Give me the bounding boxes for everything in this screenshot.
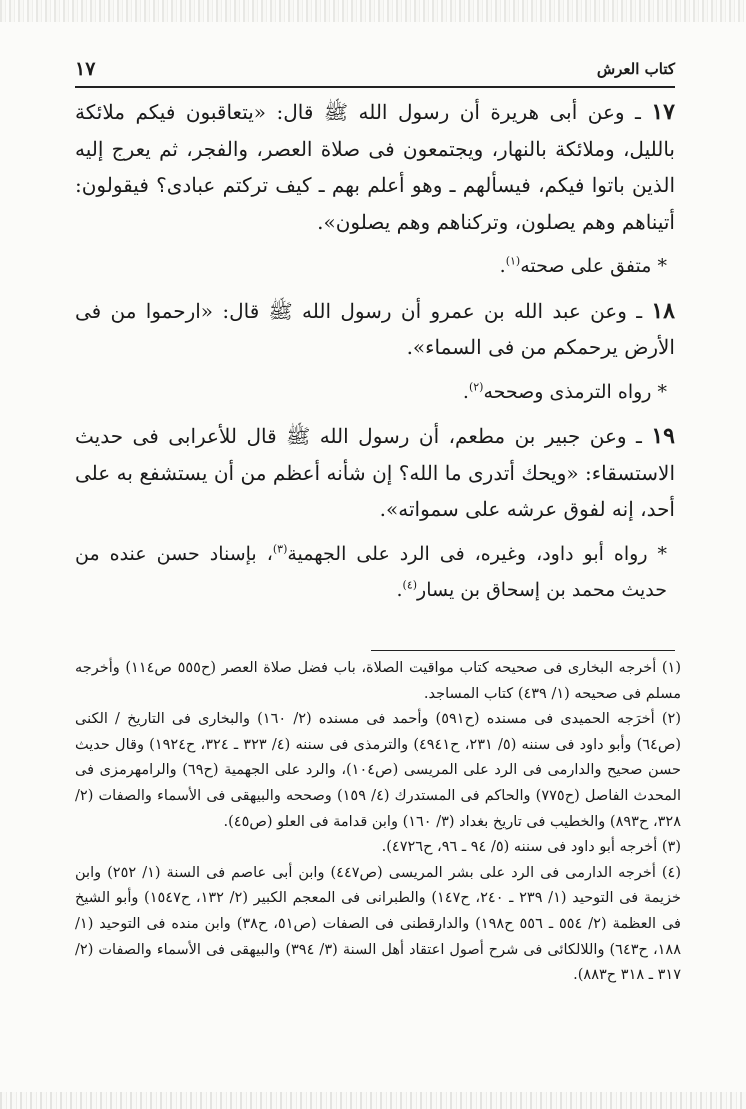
footnote-2: (٢) أخرَجه الحميدى فى مسنده (ح٥٩١) وأحمد فى مسنده (٢/ ١٦٠) والبخارى فى التاريخ / الكنى (ص٦٤) وأبو داود فى سننه (٥/ ٢٣١، ح٤٩٤١) والترمذى فى سننه (٤/ ٣٢٣ ـ ٣٢٤، ح١٩٢٤) وقال حديث حسن صحيح والدارمى فى الرد على المريسى (ص١٠٤)، والرد على الجهمية (ح٦٩) والرامهرمزى فى المحدث الفاصل (ح٧٧٥) والحاكم فى المستدرك (٤/ ١٥٩) وصححه والبيهقى فى الأسماء والصفات (٢/ ٣٢٨، ح٨٩٣) والخطيب فى تاريخ بغداد (٣/ ١٦٠) وابن قدامة فى العلو (ص٤٥). — [75, 711, 682, 830]
hadith-number: ١٨ — [651, 297, 675, 324]
hadith-18 — [75, 293, 675, 366]
page-number: ١٧ — [75, 58, 96, 80]
hadith-text: ـ وعن جبير بن مطعم، أن رسول الله ﷺ قال للأعرابى فى حديث الاستسقاء: «ويحك أتدرى ما الله؟ إن شأنه أعظم من أن يستشفع به على أحد، إنه لفوق عرشه على سمواته». — [75, 424, 675, 521]
book-title: كتاب العرش — [596, 60, 675, 78]
note-text: * رواه الترمذى وصححه — [483, 380, 667, 403]
footnote-ref[interactable]: (١) — [505, 254, 521, 268]
footnote-ref[interactable]: (٢) — [468, 380, 484, 394]
note-end: . — [396, 579, 403, 601]
takhrij-note-18 — [75, 374, 675, 411]
footnote-ref[interactable]: (٣) — [272, 542, 288, 556]
scan-noise-top — [0, 0, 746, 22]
hadith-text: ـ وعن عبد الله بن عمرو أن رسول الله ﷺ قال: «ارحموا من فى الأرض يرحمكم من فى السماء». — [75, 298, 675, 359]
note-end: . — [499, 255, 506, 277]
note-text: ، بإسناد حسن عنده من حديث محمد بن إسحاق بن يسار — [75, 542, 667, 601]
takhrij-note-19 — [75, 536, 675, 609]
footnotes — [75, 656, 681, 989]
footnote-1: (١) أخرجه البخارى فى صحيحه كتاب مواقيت الصلاة، باب فضل صلاة العصر (ح٥٥٥ ص١١٤) وأخرجه مسلم فى صحيحه (١/ ٤٣٩) كتاب المساجد. — [75, 660, 682, 702]
takhrij-note-17 — [75, 248, 675, 285]
hadith-17 — [75, 94, 675, 240]
note-text: * متفق على صحته — [520, 255, 667, 277]
hadith-number: ١٩ — [651, 423, 675, 449]
hadith-text: ـ وعن أبى هريرة أن رسول الله ﷺ قال: «يتعاقبون فيكم ملائكة بالليل، وملائكة بالنهار، ويجتمعون فى صلاة العصر، والفجر، ثم يعرج إليه الذين باتوا فيكم، فيسألهم ـ وهو أعلم بهم ـ كيف تركتم عبادى؟ فيقولون: أتيناهم وهم يصلون، وتركناهم وهم يصلون». — [75, 100, 675, 234]
footnote-3: (٣) أخرجه أبو داود فى سننه (٥/ ٩٤ ـ ٩٦، ح٤٧٢٦). — [381, 839, 681, 856]
footnote-separator — [371, 650, 675, 651]
note-end: . — [462, 380, 469, 403]
main-text — [75, 94, 675, 617]
hadith-number: ١٧ — [651, 99, 675, 125]
footnote-ref[interactable]: (٤) — [402, 578, 418, 592]
scan-noise-bottom — [0, 1092, 746, 1109]
page-header — [75, 58, 675, 86]
footnote-4: (٤) أخرجه الدارمى فى الرد على بشر المريسى (ص٤٤٧) وابن أبى عاصم فى السنة (١/ ٢٥٢) وابن خزيمة فى التوحيد (١/ ٢٣٩ ـ ٢٤٠، ح١٤٧) والطبرانى فى المعجم الكبير (٢/ ١٣٢، ح١٥٤٧) وأبو الشيخ فى العظمة (٢/ ٥٥٤ ـ ٥٥٦ ح١٩٨) والدارقطنى فى الصفات (ص٥١، ح٣٨) وابن منده فى التوحيد (١/ ١٨٨، ح٦٤٣) واللالكائى فى شرح أصول اعتقاد أهل السنة (٣/ ٣٩٤) والبيهقى فى الأسماء والصفات (٢/ ٣١٧ ـ ٣١٨ ح٨٨٣). — [75, 864, 682, 984]
note-text: * رواه أبو داود، وغيره، فى الرد على الجهمية — [287, 542, 667, 565]
hadith-19 — [75, 418, 675, 528]
header-rule — [75, 86, 675, 88]
